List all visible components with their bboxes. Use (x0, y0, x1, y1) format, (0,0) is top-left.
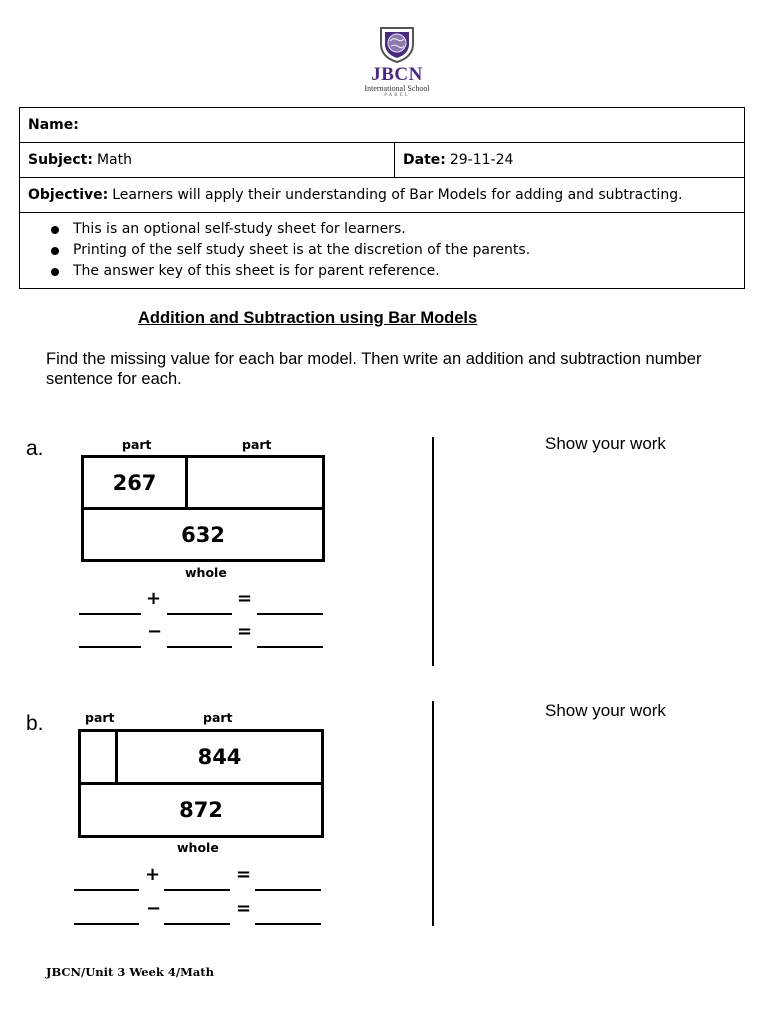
plus-sign: + (145, 864, 161, 885)
problem-a-add-blank-1[interactable] (79, 613, 141, 615)
problem-b-add-blank-2[interactable] (164, 889, 230, 891)
info-table (19, 107, 745, 289)
divider-line (432, 437, 434, 666)
equals-sign: = (236, 864, 252, 885)
problem-a-letter: a. (26, 437, 44, 460)
equals-sign: = (237, 621, 253, 642)
page-footer: JBCN/Unit 3 Week 4/Math (46, 965, 214, 979)
date-label: Date: (403, 152, 446, 168)
problem-b-letter: b. (26, 712, 44, 735)
list-item: The answer key of this sheet is for parent reference. (20, 261, 530, 282)
worksheet-title: Addition and Subtraction using Bar Models (138, 309, 478, 327)
logo-location: PAREL (384, 93, 410, 98)
problem-a-part-label-1: part (122, 437, 152, 452)
date-value: 29-11-24 (449, 152, 514, 168)
subject-value: Math (96, 152, 132, 168)
equals-sign: = (236, 898, 252, 919)
problem-b-whole-label: whole (177, 840, 219, 855)
notes-row (20, 213, 744, 288)
problem-b-work-label: Show your work (545, 701, 666, 720)
instructions: Find the missing value for each bar model. Then write an addition and subtraction number sentence for each. (46, 350, 702, 388)
objective-label: Objective: (28, 187, 109, 203)
objective-value: Learners will apply their understanding of Bar Models for adding and subtracting. (112, 187, 683, 203)
problem-b-whole: 872 (78, 782, 324, 838)
logo-wordmark: JBCN (371, 64, 423, 85)
problem-a-part-1: 267 (81, 455, 188, 510)
problem-b-add-blank-1[interactable] (74, 889, 139, 891)
logo-subtitle: International School (364, 84, 430, 93)
shield-globe-icon (377, 24, 417, 64)
equals-sign: = (237, 588, 253, 609)
problem-b-sub-blank-1[interactable] (74, 923, 139, 925)
problem-a-part-2[interactable] (185, 455, 325, 510)
problem-b-add-blank-3[interactable] (255, 889, 321, 891)
minus-sign: − (146, 898, 162, 919)
problem-a-add-blank-3[interactable] (257, 613, 323, 615)
problem-a-sub-blank-1[interactable] (79, 646, 141, 648)
divider-line (432, 701, 434, 926)
problem-b-part-2: 844 (115, 729, 324, 785)
minus-sign: − (147, 621, 163, 642)
problem-b-sub-blank-3[interactable] (255, 923, 321, 925)
school-logo (354, 24, 440, 104)
name-label: Name: (28, 117, 79, 133)
notes-list (20, 219, 530, 282)
objective-row (20, 178, 744, 213)
list-item: This is an optional self-study sheet for learners. (20, 219, 530, 240)
subject-date-row (20, 143, 744, 178)
problem-a-whole-label: whole (185, 565, 227, 580)
problem-b-part-label-1: part (85, 710, 115, 725)
problem-b-part-label-2: part (203, 710, 233, 725)
problem-a-sub-blank-3[interactable] (257, 646, 323, 648)
problem-a-add-blank-2[interactable] (167, 613, 232, 615)
plus-sign: + (146, 588, 162, 609)
list-item: Printing of the self study sheet is at the discretion of the parents. (20, 240, 530, 261)
problem-b-sub-blank-2[interactable] (164, 923, 230, 925)
problem-a-part-label-2: part (242, 437, 272, 452)
subject-label: Subject: (28, 152, 93, 168)
problem-b-part-1[interactable] (78, 729, 118, 785)
problem-a-sub-blank-2[interactable] (167, 646, 232, 648)
problem-a-whole: 632 (81, 507, 325, 562)
name-row (20, 108, 744, 143)
problem-a-work-label: Show your work (545, 434, 666, 453)
